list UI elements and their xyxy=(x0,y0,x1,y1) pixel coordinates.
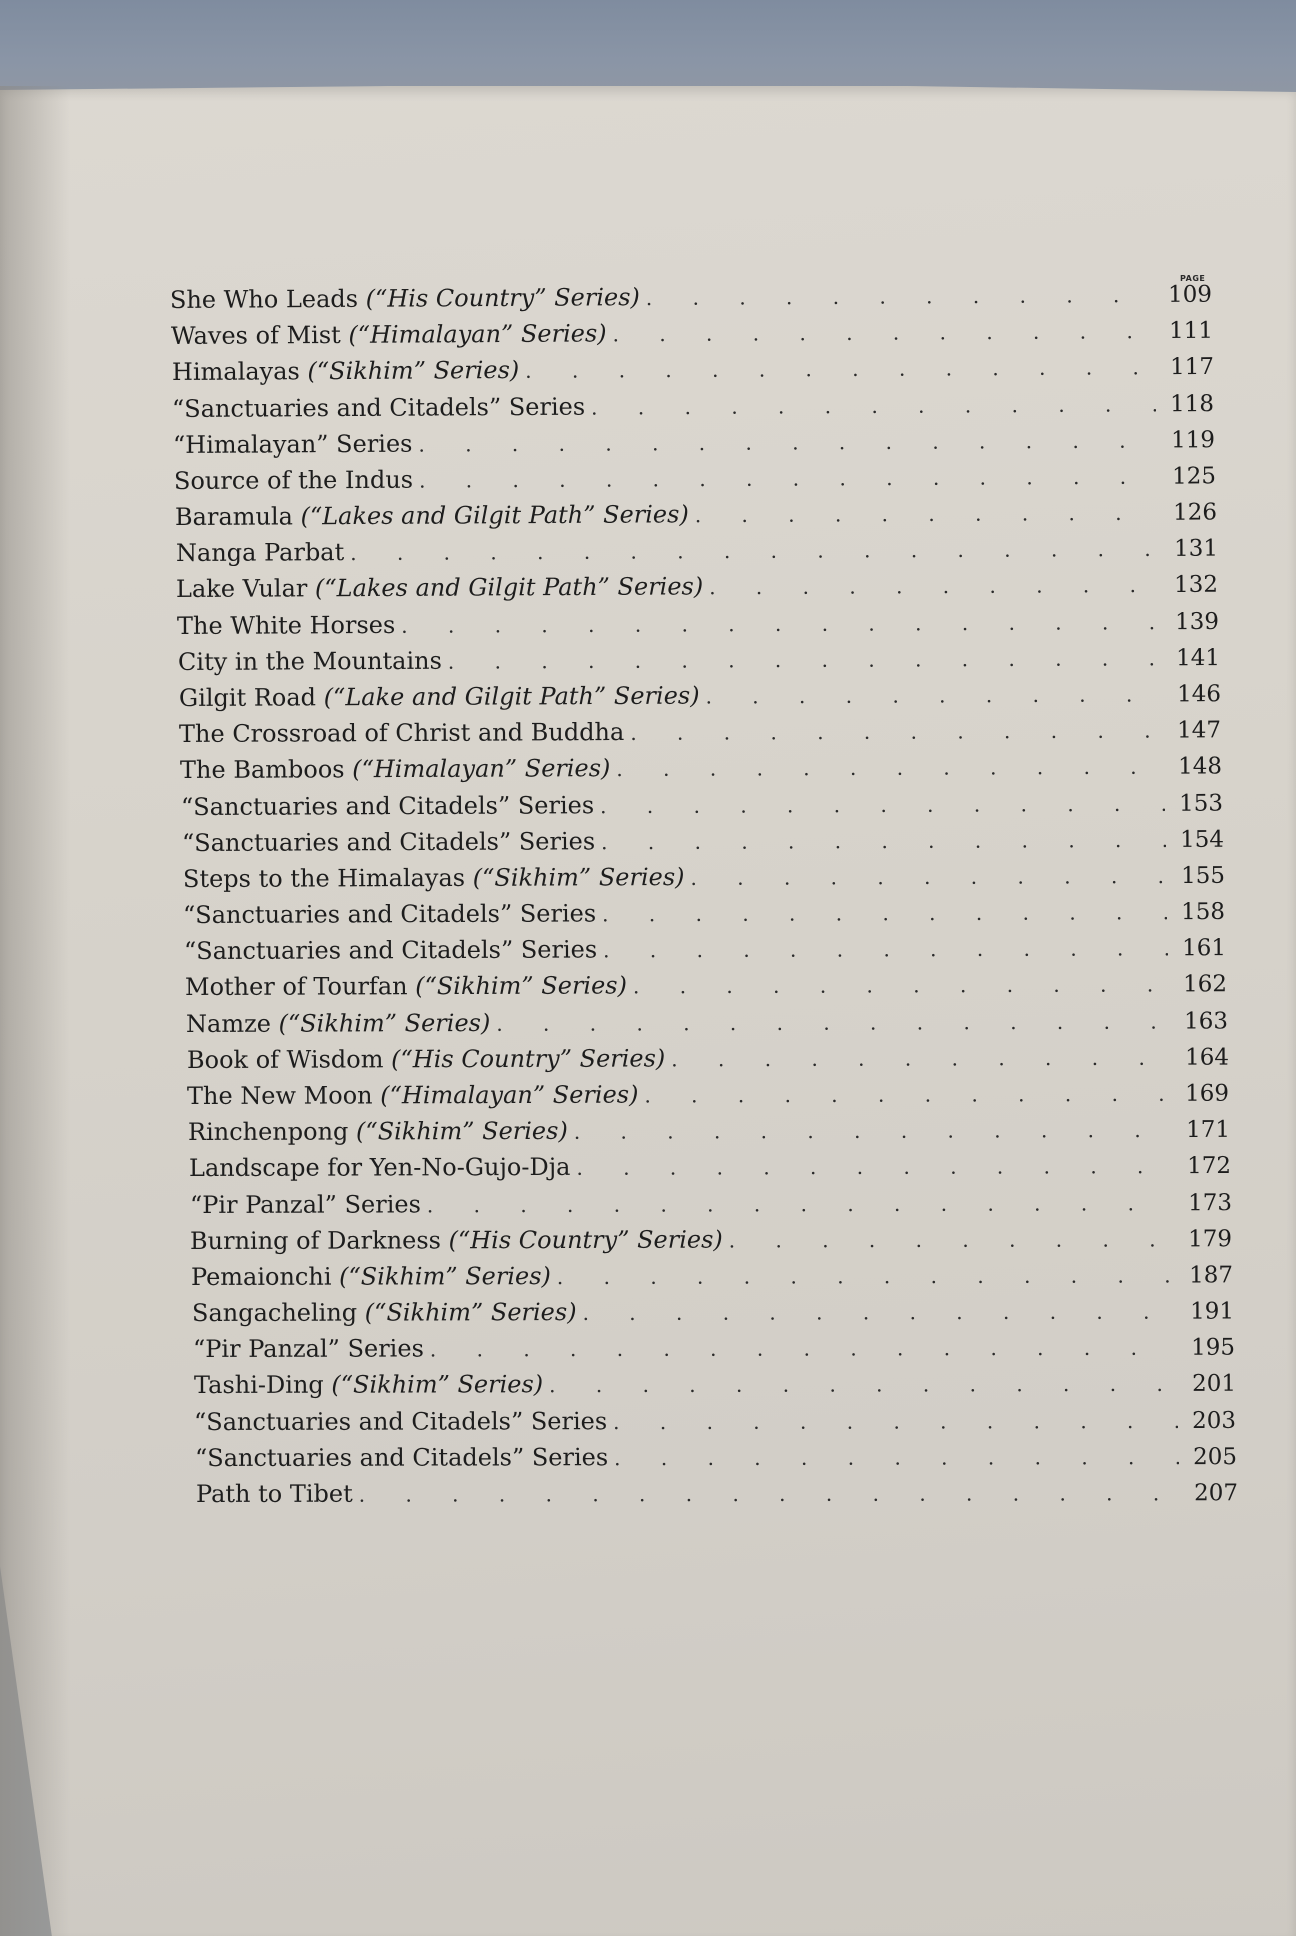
entry-series: (“Sikhim” Series) xyxy=(306,356,519,386)
dot-leader xyxy=(448,646,1162,673)
entry-page-number: 205 xyxy=(1193,1443,1238,1470)
toc-entry xyxy=(170,280,1212,320)
entry-series: (“Sikhim” Series) xyxy=(330,1370,543,1400)
toc-entry xyxy=(196,1478,1238,1514)
entry-title xyxy=(195,1443,608,1472)
dot-leader xyxy=(614,1445,1179,1470)
entry-title-text: Book of Wisdom xyxy=(186,1045,384,1074)
dot-leader xyxy=(591,392,1156,419)
toc-entry xyxy=(179,679,1221,718)
entry-title xyxy=(176,573,703,604)
entry-page-number: 131 xyxy=(1173,535,1218,563)
dot-leader xyxy=(359,1481,1180,1506)
dot-leader xyxy=(583,1300,1176,1325)
entry-title-text: Gilgit Road xyxy=(178,683,316,712)
entry-title xyxy=(179,718,624,748)
toc-entry xyxy=(185,970,1227,1008)
entry-series: (“Sikhim” Series) xyxy=(415,971,627,1001)
dot-leader xyxy=(549,1372,1178,1397)
entry-title-text: “Pir Panzal” Series xyxy=(192,1334,424,1364)
dot-leader xyxy=(427,1191,1174,1217)
entry-title-text: The White Horses xyxy=(176,610,396,640)
entry-title-text: Rinchenpong xyxy=(188,1117,349,1147)
dot-leader xyxy=(600,791,1165,817)
toc-entry xyxy=(182,824,1224,862)
entry-page-number: 207 xyxy=(1194,1480,1239,1507)
entry-title-text: Steps to the Himalayas xyxy=(182,863,465,893)
toc-entry xyxy=(177,607,1219,646)
toc-entry xyxy=(188,1115,1230,1152)
toc-entry xyxy=(174,461,1216,501)
entry-page-number: 147 xyxy=(1177,717,1222,744)
toc-entry xyxy=(187,1079,1229,1116)
entry-title-text: Path to Tibet xyxy=(195,1479,353,1508)
dot-leader xyxy=(601,828,1166,854)
entry-title-text: Himalayas xyxy=(171,357,300,387)
entry-page-number: 158 xyxy=(1181,899,1226,926)
entry-title xyxy=(183,899,596,929)
entry-series: (“Sikhim” Series) xyxy=(356,1117,568,1146)
entry-series: (“Himalayan” Series) xyxy=(380,1080,639,1110)
entry-title xyxy=(181,791,594,821)
entry-page-number: 172 xyxy=(1186,1153,1231,1180)
toc-entry xyxy=(192,1297,1234,1334)
entry-page-number: 161 xyxy=(1182,935,1227,962)
entry-title xyxy=(177,611,395,640)
entry-title xyxy=(171,320,607,351)
dot-leader xyxy=(350,537,1160,565)
toc-entry xyxy=(184,933,1226,971)
entry-title-text: Sangacheling xyxy=(192,1298,358,1328)
entry-series: (“Lake and Gilgit Path” Series) xyxy=(323,681,700,712)
entry-page-number: 146 xyxy=(1176,681,1221,708)
entry-page-number: 139 xyxy=(1175,608,1220,635)
entry-title-text: Waves of Mist xyxy=(170,321,341,351)
entry-title xyxy=(191,1262,551,1291)
dot-leader xyxy=(419,428,1158,456)
dot-leader xyxy=(631,719,1164,745)
entry-series: (“His Country” Series) xyxy=(365,283,640,313)
toc-entry xyxy=(171,352,1213,392)
entry-page-number: 155 xyxy=(1180,862,1225,889)
toc-entry xyxy=(183,897,1225,935)
toc-entry xyxy=(171,316,1213,356)
entry-page-number: 125 xyxy=(1171,463,1216,490)
entry-title-text: Baramula xyxy=(174,502,293,532)
entry-title-text: “Sanctuaries and Citadels” Series xyxy=(184,935,598,966)
entry-title xyxy=(179,682,700,712)
entry-series: (“Lakes and Gilgit Path” Series) xyxy=(315,572,704,603)
entry-title xyxy=(196,1480,353,1508)
entry-page-number: 109 xyxy=(1167,281,1213,308)
entry-title xyxy=(183,863,685,893)
toc-entry xyxy=(183,861,1225,899)
entry-title xyxy=(189,1153,571,1182)
entry-title-text: She Who Leads xyxy=(169,284,359,314)
entry-title-text: The Crossroad of Christ and Buddha xyxy=(179,718,625,749)
toc-entry xyxy=(178,643,1220,682)
dot-leader xyxy=(419,465,1158,493)
dot-leader xyxy=(576,1154,1173,1180)
entry-title-text: “Himalayan” Series xyxy=(173,429,413,459)
dot-leader xyxy=(617,755,1165,781)
dot-leader xyxy=(574,1118,1172,1144)
dot-leader xyxy=(401,610,1161,638)
entry-page-number: 163 xyxy=(1183,1008,1228,1035)
dot-leader xyxy=(557,1263,1175,1289)
toc-entry xyxy=(194,1369,1236,1405)
entry-title-text: Namze xyxy=(185,1009,271,1038)
entry-title-text: “Sanctuaries and Citadels” Series xyxy=(180,790,595,821)
entry-title xyxy=(185,972,627,1002)
entry-title xyxy=(193,1335,424,1364)
entry-page-number: 119 xyxy=(1171,426,1216,454)
toc-entry xyxy=(193,1333,1235,1369)
toc-entry xyxy=(175,534,1217,573)
dot-leader xyxy=(690,864,1167,890)
entry-series: (“Sikhim” Series) xyxy=(364,1298,577,1327)
entry-title-text: “Sanctuaries and Citadels” Series xyxy=(194,1406,608,1436)
entry-title-text: Landscape for Yen-No-Gujo-Dja xyxy=(188,1153,571,1183)
dot-leader xyxy=(633,973,1169,999)
entry-title-text: Nanga Parbat xyxy=(175,538,344,568)
entry-title xyxy=(188,1117,568,1146)
entry-page-number: 126 xyxy=(1172,499,1217,526)
entry-series: (“Sikhim” Series) xyxy=(278,1008,491,1038)
entry-title xyxy=(180,754,611,784)
entry-title-text: “Pir Panzal” Series xyxy=(189,1189,421,1219)
entry-page-number: 201 xyxy=(1191,1371,1236,1398)
entry-series: (“Sikhim” Series) xyxy=(472,862,685,892)
entry-title-text: Lake Vular xyxy=(176,574,308,604)
dot-leader xyxy=(496,1009,1170,1035)
entry-page-number: 187 xyxy=(1189,1262,1234,1289)
entry-page-number: 173 xyxy=(1187,1189,1232,1216)
entry-title-text: Pemaionchi xyxy=(191,1262,332,1291)
entry-series: (“Himalayan” Series) xyxy=(352,754,611,784)
entry-page-number: 203 xyxy=(1192,1407,1237,1434)
toc-entry xyxy=(172,389,1214,429)
entry-title xyxy=(171,356,518,386)
entry-title-text: “Sanctuaries and Citadels” Series xyxy=(172,392,586,423)
entry-series: (“Himalayan” Series) xyxy=(348,319,607,350)
entry-title-text: Burning of Darkness xyxy=(190,1226,442,1255)
entry-title-text: City in the Mountains xyxy=(177,646,442,676)
toc-entry xyxy=(176,570,1218,609)
dot-leader xyxy=(602,900,1167,926)
dot-leader xyxy=(729,1227,1174,1252)
entry-title xyxy=(175,538,343,567)
dot-leader xyxy=(430,1336,1177,1362)
toc-entry xyxy=(181,788,1223,826)
toc-entry xyxy=(186,1006,1228,1044)
entry-title-text: The Bamboos xyxy=(180,755,345,785)
toc-entry xyxy=(186,1042,1228,1079)
entry-title xyxy=(194,1407,607,1436)
dot-leader xyxy=(603,937,1168,963)
entry-page-number: 132 xyxy=(1174,572,1219,599)
entry-page-number: 117 xyxy=(1169,354,1214,381)
entry-title xyxy=(173,429,413,458)
entry-title xyxy=(174,466,413,495)
toc-entry xyxy=(191,1260,1233,1297)
entry-page-number: 153 xyxy=(1179,790,1224,817)
entry-title xyxy=(172,392,585,422)
page-column-label: PAGE xyxy=(1180,274,1206,283)
entry-page-number: 169 xyxy=(1185,1080,1230,1107)
dot-leader xyxy=(525,356,1156,384)
entry-page-number: 162 xyxy=(1183,971,1228,998)
entry-page-number: 171 xyxy=(1186,1116,1231,1144)
entry-title xyxy=(175,500,689,531)
entry-title-text: The New Moon xyxy=(187,1081,373,1110)
dot-leader xyxy=(705,682,1163,708)
entry-title-text: “Sanctuaries and Citadels” Series xyxy=(195,1443,609,1472)
entry-title xyxy=(182,827,595,857)
dot-leader xyxy=(694,501,1158,527)
entry-title-text: Tashi-Ding xyxy=(193,1371,324,1400)
entry-page-number: 154 xyxy=(1179,826,1224,853)
entry-title-text: “Sanctuaries and Citadels” Series xyxy=(181,827,596,857)
entry-title xyxy=(178,647,442,676)
entry-page-number: 118 xyxy=(1170,390,1215,417)
entry-series: (“His Country” Series) xyxy=(449,1225,724,1255)
entry-page-number: 164 xyxy=(1184,1044,1229,1071)
toc-entry xyxy=(180,752,1222,791)
entry-page-number: 141 xyxy=(1175,644,1220,672)
entry-title xyxy=(186,1044,664,1074)
dot-leader xyxy=(671,1046,1171,1072)
entry-page-number: 179 xyxy=(1188,1225,1233,1253)
entry-page-number: 195 xyxy=(1190,1334,1235,1361)
toc-entry xyxy=(173,425,1215,465)
toc-entry xyxy=(194,1406,1236,1442)
entry-title xyxy=(186,1009,490,1038)
entry-title xyxy=(190,1190,421,1219)
toc-entry xyxy=(175,498,1217,538)
entry-series: (“His Country” Series) xyxy=(390,1044,665,1074)
entry-title xyxy=(192,1298,577,1327)
toc-entry xyxy=(190,1224,1232,1261)
entry-title xyxy=(187,1081,639,1110)
dot-leader xyxy=(612,319,1155,346)
entry-title xyxy=(194,1371,543,1400)
toc-entry xyxy=(195,1442,1237,1478)
dot-leader xyxy=(709,573,1160,599)
toc-entry xyxy=(189,1151,1231,1188)
entry-title-text: Source of the Indus xyxy=(173,465,414,495)
dot-leader xyxy=(614,1409,1179,1434)
dot-leader xyxy=(646,283,1154,310)
entry-title xyxy=(184,936,597,966)
entry-title-text: Mother of Tourfan xyxy=(184,972,408,1002)
dot-leader xyxy=(645,1082,1172,1108)
toc-entry xyxy=(179,715,1221,754)
entry-title xyxy=(170,283,640,314)
entry-title xyxy=(190,1225,723,1254)
entry-series: (“Sikhim” Series) xyxy=(339,1261,552,1291)
entry-page-number: 191 xyxy=(1190,1298,1235,1325)
entry-page-number: 111 xyxy=(1168,317,1213,345)
entry-title-text: “Sanctuaries and Citadels” Series xyxy=(183,899,597,930)
entry-page-number: 148 xyxy=(1178,753,1223,780)
toc-entry xyxy=(190,1188,1232,1225)
entry-series: (“Lakes and Gilgit Path” Series) xyxy=(300,500,689,531)
